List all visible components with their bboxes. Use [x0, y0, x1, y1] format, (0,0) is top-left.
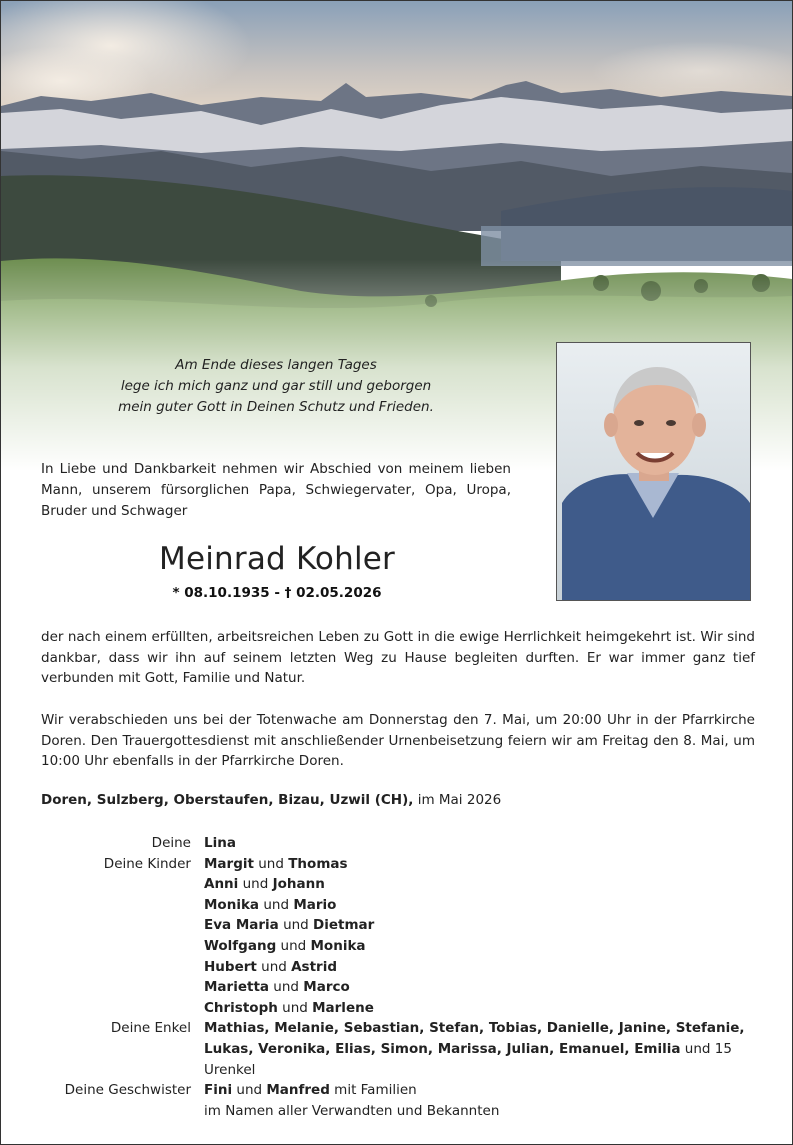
mourner-name: Margit: [204, 855, 254, 872]
mourner-name: Fini: [204, 1082, 233, 1099]
mourner-names: [204, 895, 761, 916]
mourner-label: [41, 1101, 204, 1122]
mourner-label: Deine: [151, 835, 191, 851]
mourner-name: Thomas: [288, 855, 348, 872]
mourner-connector: mit Familien: [329, 1082, 417, 1099]
mourner-row: [41, 957, 761, 978]
mourner-name: Lina: [204, 835, 236, 851]
mourners-list: [41, 833, 761, 1121]
places-and-date: [41, 792, 501, 808]
mourner-name: Wolfgang: [204, 937, 277, 954]
portrait-image: [557, 343, 750, 600]
mourner-row: [41, 833, 761, 854]
mourner-label: Deine Kinder: [103, 855, 191, 872]
mourner-names: [204, 1018, 761, 1039]
mourner-connector: und: [277, 999, 313, 1016]
mourner-label: [41, 1039, 204, 1080]
mourner-names: [204, 957, 761, 978]
quote-line: Am Ende dieses langen Tages: [175, 357, 377, 373]
mourner-name: Anni: [204, 876, 239, 893]
places: Doren, Sulzberg, Oberstaufen, Bizau, Uzwil (CH),: [41, 792, 414, 808]
mourner-name: Marco: [303, 979, 350, 996]
mourner-name: Astrid: [291, 958, 337, 975]
portrait-photo: [556, 342, 751, 601]
mourner-connector: und: [256, 958, 292, 975]
mourner-name: Johann: [272, 876, 325, 893]
mourner-names: [204, 1101, 761, 1122]
intro-text: In Liebe und Dankbarkeit nehmen wir Abschied von meinem lieben Mann, unserem fürsorglichen Papa, Schwiegervater, Opa, Uropa, Bruder und Schwager: [41, 461, 511, 519]
mourner-label: [41, 977, 204, 998]
mourner-connector: und: [276, 937, 311, 954]
mourner-row: [41, 895, 761, 916]
mourner-name: Monika: [310, 937, 366, 954]
deceased-name: Meinrad Kohler: [159, 541, 395, 577]
mourner-connector: und: [259, 896, 294, 913]
mourner-row: [41, 1039, 761, 1080]
mourner-name: Manfred: [266, 1082, 330, 1099]
mourner-name: Dietmar: [313, 917, 375, 934]
mourner-connector: und: [238, 876, 273, 893]
mourner-name: Marietta: [204, 979, 270, 996]
mourner-connector: und: [253, 855, 289, 872]
mourner-row: [41, 854, 761, 875]
mourner-names: [204, 915, 761, 936]
mourner-names: [204, 998, 761, 1019]
mourner-label: Deine Enkel: [110, 1020, 191, 1037]
mourner-connector: im Namen aller Verwandten und Bekannten: [204, 1102, 500, 1119]
mourner-name: Marlene: [312, 999, 374, 1016]
mourner-label: [41, 895, 204, 916]
mourner-names: [204, 854, 761, 875]
quote-line: mein guter Gott in Deinen Schutz und Frieden.: [118, 399, 434, 415]
quote-line: lege ich mich ganz und gar still und geborgen: [120, 378, 432, 394]
mourner-row: [41, 1018, 761, 1039]
mourner-name: Mario: [293, 896, 337, 913]
mourner-name: Christoph: [204, 999, 278, 1016]
paragraph-life: der nach einem erfüllten, arbeitsreichen Leben zu Gott in die ewige Herrlichkeit heimgekehrt ist. Wir sind dankbar, dass wir ihn auf seinem letzten Weg zu Hause begleiten durften. Er war immer ganz tief verbunden mit Gott, Familie und Natur.: [41, 629, 755, 686]
mourner-name: Eva Maria: [204, 917, 279, 934]
mourner-names: [204, 833, 761, 854]
mourner-row: [41, 936, 761, 957]
mourner-name: Monika: [204, 896, 260, 913]
mourner-row: [41, 998, 761, 1019]
mourner-names: [204, 977, 761, 998]
date: im Mai 2026: [413, 792, 502, 808]
mourner-name: Lukas, Veronika, Elias, Simon, Marissa, Julian, Emanuel, Emilia: [204, 1040, 681, 1057]
mourner-names: [204, 1080, 761, 1101]
mourner-row: [41, 874, 761, 895]
mourner-connector: und: [269, 979, 304, 996]
mourner-connector: und: [278, 917, 314, 934]
mourner-label: [41, 936, 204, 957]
mourner-row: [41, 977, 761, 998]
mourner-name: Mathias, Melanie, Sebastian, Stefan, Tobias, Danielle, Janine, Stefanie,: [204, 1020, 745, 1037]
mourner-row: [41, 1080, 761, 1101]
quote: [41, 355, 511, 418]
mourner-names: [204, 874, 761, 895]
mourner-row: [41, 1101, 761, 1122]
mourner-row: [41, 915, 761, 936]
mourner-label: [41, 874, 204, 895]
mourner-label: [41, 915, 204, 936]
mourner-names: [204, 936, 761, 957]
mourner-name: Hubert: [204, 958, 257, 975]
mourner-label: [41, 957, 204, 978]
mourner-connector: und: [232, 1082, 267, 1099]
mourner-label: Deine Geschwister: [64, 1082, 191, 1099]
mourner-names: [204, 1039, 761, 1080]
life-dates: * 08.10.1935 - † 02.05.2026: [172, 585, 382, 601]
mourner-label: [41, 998, 204, 1019]
mourner-connector: und 15 Urenkel: [204, 1040, 732, 1078]
paragraph-service: Wir verabschieden uns bei der Totenwache am Donnerstag den 7. Mai, um 20:00 Uhr in der Pfarrkirche Doren. Den Trauergottesdienst mit anschließender Urnenbeisetzung feiern wir am Freitag den 8. Mai, um 10:00 Uhr ebenfalls in der Pfarrkirche Doren.: [41, 712, 755, 769]
